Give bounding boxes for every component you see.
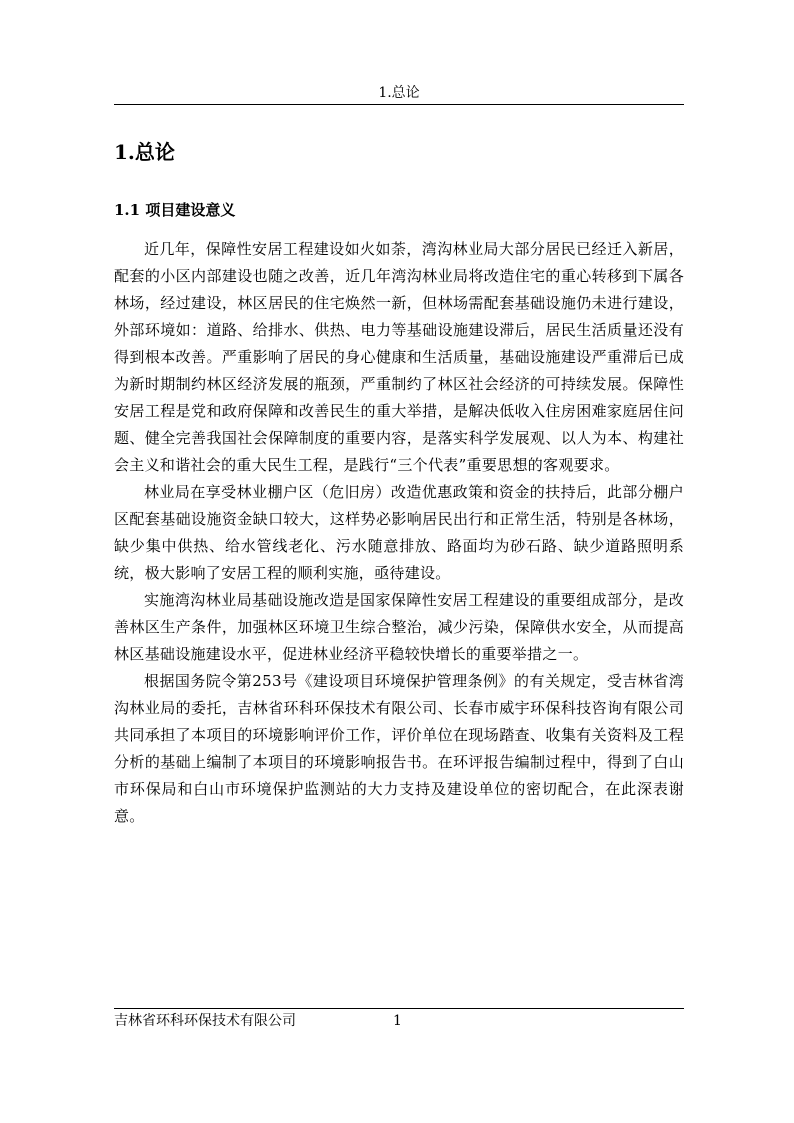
page-number: 1 xyxy=(393,1013,402,1029)
paragraph: 近几年，保障性安居工程建设如火如荼，湾沟林业局大部分居民已经迁入新居，配套的小区内部建设也随之改善，近几年湾沟林业局将改造住宅的重心转移到下属各林场，经过建设，林区居民的住宅焕然一新，但林场需配套基础设施仍未进行建设，外部环境如：道路、给排水、供热、电力等基础设施建设滞后，居民生活质量还没有得到根本改善。严重影响了居民的身心健康和生活质量，基础设施建设严重滞后已成为新时期制约林区经济发展的瓶颈，严重制约了林区社会经济的可持续发展。保障性安居工程是党和政府保障和改善民生的重大举措，是解决低收入住房困难家庭居住问题、健全完善我国社会保障制度的重要内容，是落实科学发展观、以人为本、构建社会主义和谐社会的重大民生工程，是践行“三个代表”重要思想的客观要求。 xyxy=(114,240,684,474)
running-header: 1.总论 xyxy=(378,85,420,101)
footer-rule xyxy=(114,1008,684,1009)
paragraph: 实施湾沟林业局基础设施改造是国家保障性安居工程建设的重要组成部分，是改善林区生产条件，加强林区环境卫生综合整治，减少污染，保障供水安全，从而提高林区基础设施建设水平，促进林业经济平稳较快增长的重要举措之一。 xyxy=(114,591,684,663)
body-text xyxy=(114,236,684,830)
chapter-title: 1.总论 xyxy=(114,140,175,164)
section-title: 1.1 项目建设意义 xyxy=(114,201,236,219)
paragraph: 林业局在享受林业棚户区（危旧房）改造优惠政策和资金的扶持后，此部分棚户区配套基础设施资金缺口较大，这样势必影响居民出行和正常生活，特别是各林场，缺少集中供热、给水管线老化、污水随意排放、路面均为砂石路、缺少道路照明系统，极大影响了安居工程的顺利实施，亟待建设。 xyxy=(114,483,684,582)
paragraph: 根据国务院令第253号《建设项目环境保护管理条例》的有关规定，受吉林省湾沟林业局的委托，吉林省环科环保技术有限公司、长春市威宇环保科技咨询有限公司共同承担了本项目的环境影响评价工作，评价单位在现场踏查、收集有关资料及工程分析的基础上编制了本项目的环境影响报告书。在环评报告编制过程中，得到了白山市环保局和白山市环境保护监测站的大力支持及建设单位的密切配合，在此深表谢意。 xyxy=(114,672,684,825)
footer-company: 吉林省环科环保技术有限公司 xyxy=(114,1013,296,1029)
header-rule xyxy=(114,104,684,105)
